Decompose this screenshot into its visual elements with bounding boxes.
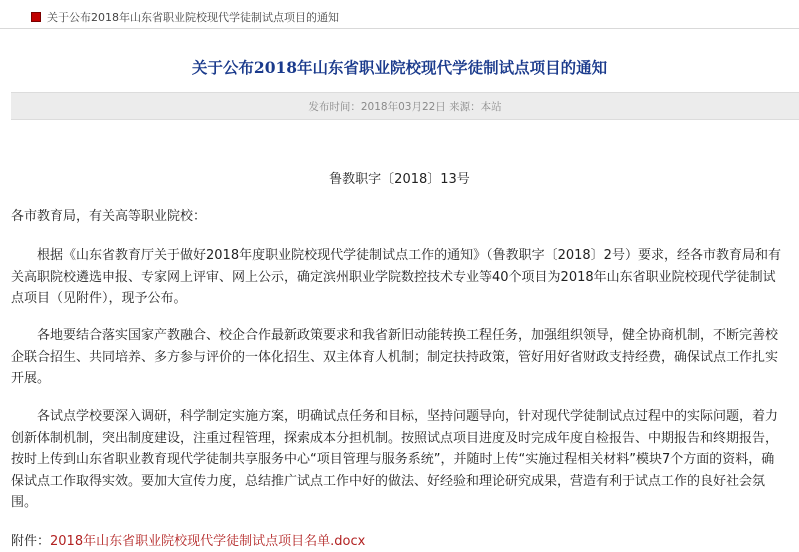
article-meta-bar — [11, 92, 799, 120]
bullet-square-icon — [31, 12, 41, 22]
paragraph-3: 各试点学校要深入调研，科学制定实施方案，明确试点任务和目标，坚持问题导向，针对现代学徒制试点过程中的实际问题，着力创新体制机制，突出制度建设，注重过程管理，探索成本分担机制。按照试点项目进度及时完成年度自检报告、中期报告和终期报告，按时上传到山东省职业教育现代学徒制共享服务中心“项目管理与服务系统”，并随时上传“实施过程相关材料”模块7个方面的资料，确保试点工作取得实效。要加大宣传力度，总结推广试点工作中好的做法、好经验和理论研究成果，营造有利于试点工作的良好社会氛围。 — [11, 409, 779, 510]
document-number: 鲁教职字〔2018〕13号 — [329, 172, 470, 187]
publish-info: 发布时间：2018年03月22日 来源：本站 — [308, 101, 502, 113]
page-title: 关于公布2018年山东省职业院校现代学徒制试点项目的通知 — [191, 58, 608, 77]
paragraph-1: 根据《山东省教育厅关于做好2018年度职业院校现代学徒制试点工作的通知》（鲁教职字〔2018〕2号）要求，经各市教育局和有关高职院校遴选申报、专家网上评审、网上公示，确定滨州职业学院数控技术专业等40个项目为2018年山东省职业院校现代学徒制试点项目（见附件），现予公布。 — [11, 248, 781, 306]
salutation: 各市教育局，有关高等职业院校： — [11, 209, 207, 224]
attachment-line — [11, 530, 365, 549]
breadcrumb — [0, 8, 799, 29]
breadcrumb-current[interactable]: 关于公布2018年山东省职业院校现代学徒制试点项目的通知 — [47, 11, 339, 24]
attachment-download-link[interactable]: 2018年山东省职业院校现代学徒制试点项目名单.docx — [50, 534, 366, 549]
paragraph-2: 各地要结合落实国家产教融合、校企合作最新政策要求和我省新旧动能转换工程任务，加强组织领导，健全协商机制，不断完善校企联合招生、共同培养、多方参与评价的一体化招生、双主体育人机制；制定扶持政策，管好用好省财政支持经费，确保试点工作扎实开展。 — [11, 328, 779, 386]
attachment-label: 附件： — [11, 534, 51, 549]
